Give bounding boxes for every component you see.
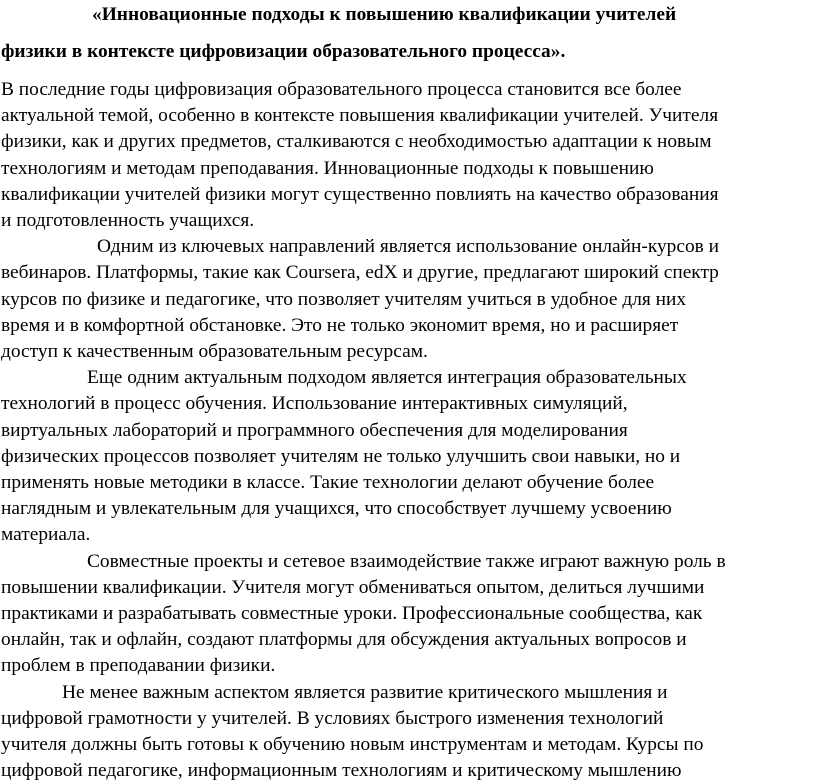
text-line: физики, как и других предметов, сталкиваются с необходимостью адаптации к новым [1, 131, 712, 153]
text-line: цифровой педагогике, информационным технологиям и критическому мышлению [1, 760, 682, 782]
text-line: В последние годы цифровизация образовательного процесса становится все более [1, 79, 682, 100]
text-line: Не менее важным аспектом является развитие критического мышления и [62, 681, 668, 703]
text-line: доступ к качественным образовательным ресурсам. [1, 341, 428, 363]
document-title-line-1: «Инновационные подходы к повышению квалификации учителей [92, 4, 677, 25]
text-line: применять новые методики в классе. Такие технологии делают обучение более [1, 472, 655, 494]
text-line: онлайн, так и офлайн, создают платформы для обсуждения актуальных вопросов и [1, 629, 687, 651]
text-line: технологиям и методам преподавания. Инновационные подходы к повышению [1, 157, 654, 179]
paragraph-intro [1, 77, 812, 234]
text-line: проблем в преподавании физики. [1, 655, 276, 677]
text-line: Еще одним актуальным подходом является интеграция образовательных [87, 367, 687, 389]
text-line: вебинаров. Платформы, такие как Coursera, edX и другие, предлагают широкий спектр [1, 262, 719, 284]
text-line: Одним из ключевых направлений является использование онлайн-курсов и [97, 236, 720, 258]
paragraph-online-courses [1, 234, 812, 365]
text-line: и подготовленность учащихся. [1, 210, 255, 232]
text-line: актуальной темой, особенно в контексте повышения квалификации учителей. Учителя [1, 105, 719, 127]
text-line: технологий в процесс обучения. Использование интерактивных симуляций, [1, 393, 628, 415]
text-line: материала. [1, 524, 91, 546]
text-line: учителя должны быть готовы к обучению новым инструментам и методам. Курсы по [1, 734, 704, 756]
document-body [1, 77, 812, 784]
text-line: цифровой грамотности у учителей. В условиях быстрого изменения технологий [1, 707, 664, 729]
paragraph-edu-technologies [1, 365, 812, 548]
document-title-line-2: физики в контексте цифровизации образовательного процесса». [1, 41, 566, 62]
text-line: наглядным и увлекательным для учащихся, что способствует лучшему усвоению [1, 498, 672, 520]
text-line: время и в комфортной обстановке. Это не только экономит время, но и расширяет [1, 314, 679, 336]
text-line: Совместные проекты и сетевое взаимодействие также играют важную роль в [87, 550, 726, 572]
text-line: курсов по физике и педагогике, что позволяет учителям учиться в удобное для них [1, 288, 687, 310]
text-line: виртуальных лабораторий и программного обеспечения для моделирования [1, 419, 628, 441]
text-line: физических процессов позволяет учителям не только улучшить свои навыки, но и [1, 445, 681, 467]
paragraph-joint-projects [1, 549, 812, 680]
paragraph-critical-thinking [1, 680, 812, 784]
text-line: практиками и разрабатывать совместные уроки. Профессиональные сообщества, как [1, 603, 703, 625]
text-line: квалификации учителей физики могут существенно повлиять на качество образования [1, 183, 719, 205]
text-line: повышении квалификации. Учителя могут обмениваться опытом, делиться лучшими [1, 576, 705, 598]
